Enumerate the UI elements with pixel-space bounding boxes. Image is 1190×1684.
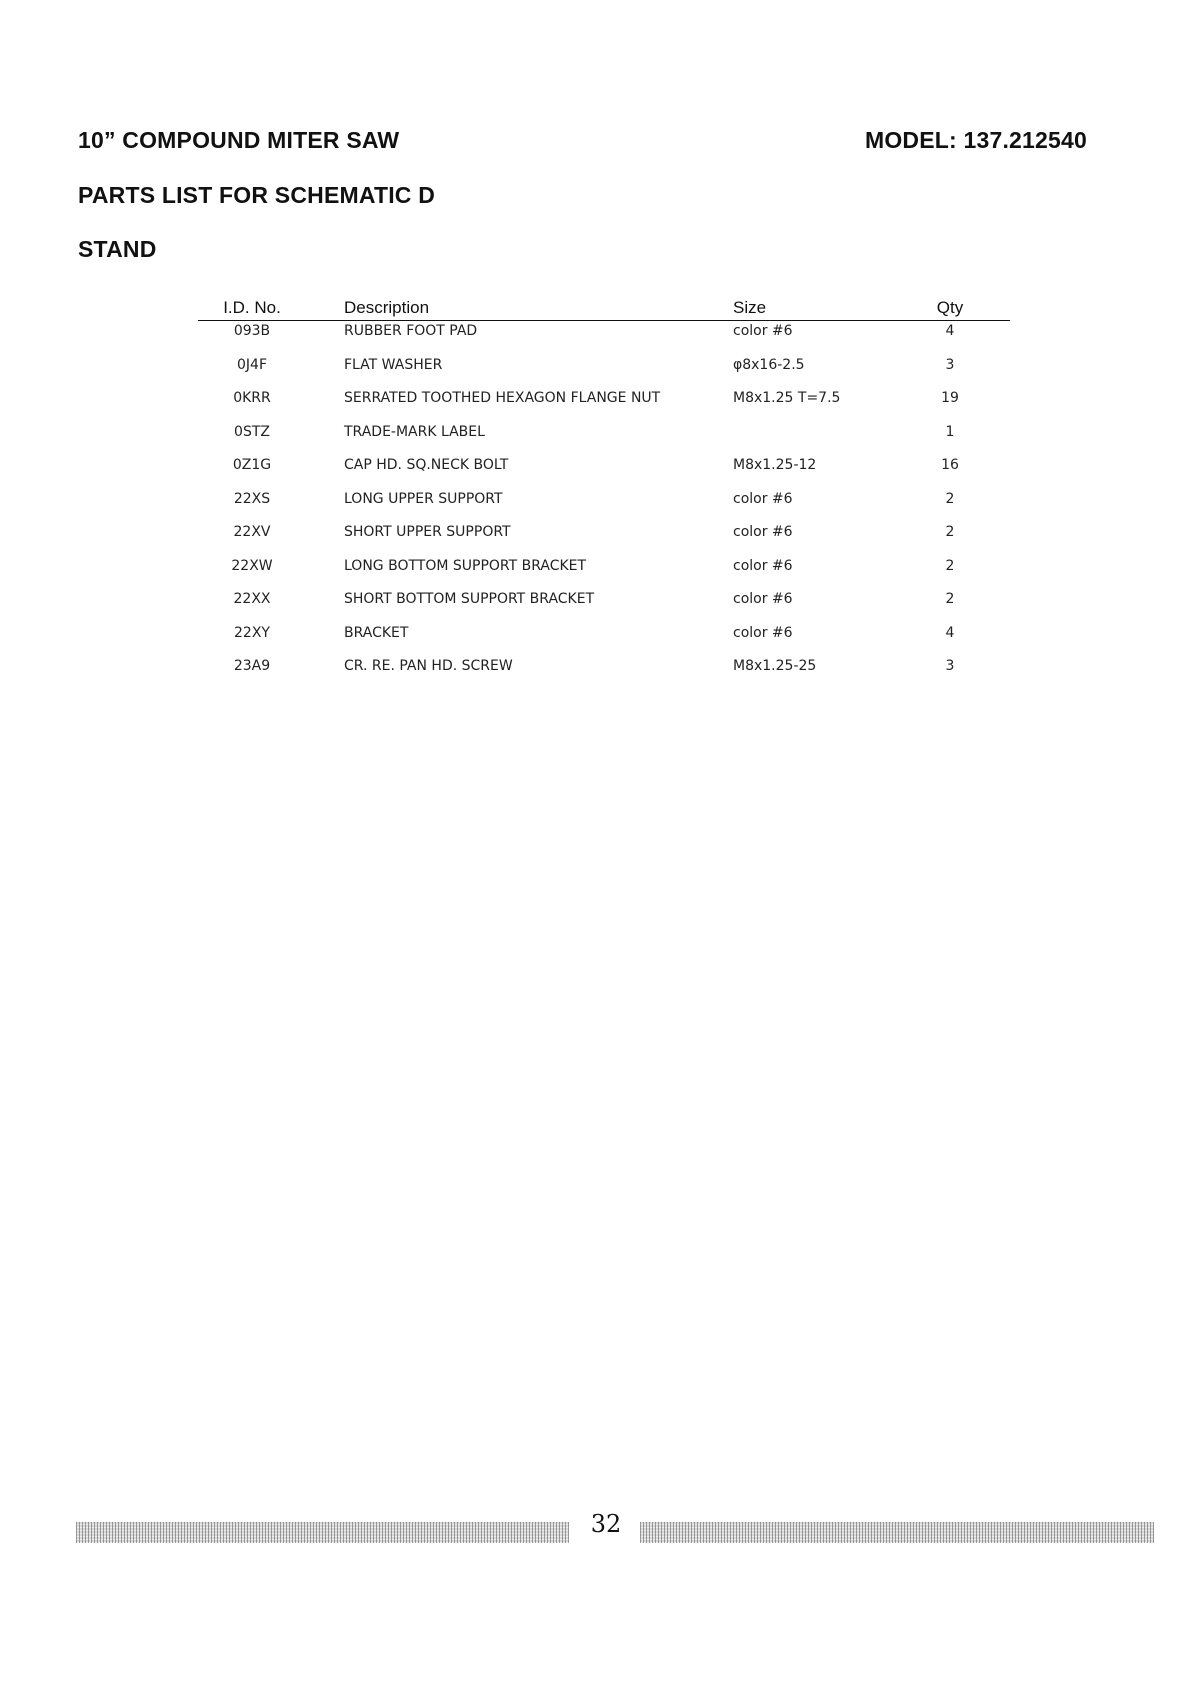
cell-description: CAP HD. SQ.NECK BOLT	[344, 457, 509, 473]
cell-qty: 16	[941, 457, 959, 473]
cell-size: color #6	[733, 524, 793, 540]
table-row	[198, 321, 1010, 355]
table-row	[198, 623, 1010, 657]
cell-id: 093B	[233, 323, 271, 339]
cell-size: color #6	[733, 323, 793, 339]
table-row	[198, 589, 1010, 623]
cell-qty: 4	[945, 323, 955, 339]
table-row	[198, 388, 1010, 422]
cell-qty: 2	[945, 557, 955, 574]
cell-id: 22XV	[233, 524, 271, 540]
cell-id: 23A9	[233, 658, 271, 674]
cell-id: 0KRR	[233, 390, 271, 406]
cell-description: SHORT BOTTOM SUPPORT BRACKET	[344, 591, 595, 607]
parts-table	[198, 298, 1010, 690]
cell-qty: 3	[945, 658, 955, 674]
cell-description: TRADE-MARK LABEL	[344, 423, 485, 440]
cell-qty: 2	[945, 490, 955, 507]
cell-qty: 4	[945, 624, 955, 641]
model-number: MODEL: 137.212540	[864, 127, 1087, 153]
cell-size: color #6	[733, 490, 793, 507]
table-row	[198, 656, 1010, 690]
section-heading: STAND	[78, 236, 157, 262]
cell-description: LONG UPPER SUPPORT	[344, 490, 503, 507]
column-header-description: Description	[344, 298, 430, 317]
footer-pattern-bar-right	[640, 1522, 1154, 1543]
column-header-id: I.D. No.	[223, 298, 281, 317]
table-body	[198, 321, 1010, 690]
table-row	[198, 355, 1010, 389]
cell-description: FLAT WASHER	[344, 356, 443, 373]
page-number: 32	[590, 1510, 622, 1538]
cell-size: M8x1.25-25	[733, 658, 817, 674]
cell-id: 22XS	[233, 490, 271, 507]
cell-id: 22XX	[233, 591, 271, 607]
cell-size: color #6	[733, 624, 793, 641]
column-header-qty: Qty	[936, 298, 964, 317]
cell-description: SERRATED TOOTHED HEXAGON FLANGE NUT	[344, 390, 661, 406]
cell-qty: 19	[941, 390, 959, 406]
cell-qty: 3	[945, 356, 955, 373]
cell-size: color #6	[733, 591, 793, 607]
cell-id: 0Z1G	[232, 457, 272, 473]
cell-id: 22XW	[231, 557, 273, 574]
footer-pattern-bar-left	[76, 1522, 569, 1543]
cell-qty: 1	[945, 423, 955, 440]
cell-description: CR. RE. PAN HD. SCREW	[344, 658, 513, 674]
table-row	[198, 522, 1010, 556]
column-header-size: Size	[733, 298, 767, 317]
cell-id: 0J4F	[237, 356, 267, 373]
table-row	[198, 422, 1010, 456]
table-row	[198, 556, 1010, 590]
cell-qty: 2	[945, 524, 955, 540]
cell-id: 0STZ	[234, 423, 270, 440]
table-row	[198, 455, 1010, 489]
cell-size: φ8x16-2.5	[733, 356, 805, 373]
table-row	[198, 489, 1010, 523]
parts-list-heading: PARTS LIST FOR SCHEMATIC D	[78, 182, 436, 208]
cell-description: SHORT UPPER SUPPORT	[344, 524, 511, 540]
table-header	[198, 298, 1010, 321]
cell-id: 22XY	[234, 624, 270, 641]
cell-description: LONG BOTTOM SUPPORT BRACKET	[344, 557, 587, 574]
cell-size: color #6	[733, 557, 793, 574]
cell-description: BRACKET	[344, 624, 409, 641]
cell-size: M8x1.25 T=7.5	[733, 390, 841, 406]
cell-description: RUBBER FOOT PAD	[344, 323, 478, 339]
cell-size: M8x1.25-12	[733, 457, 817, 473]
cell-qty: 2	[945, 591, 955, 607]
document-title: 10” COMPOUND MITER SAW	[78, 127, 400, 153]
page-footer	[0, 1510, 1190, 1546]
